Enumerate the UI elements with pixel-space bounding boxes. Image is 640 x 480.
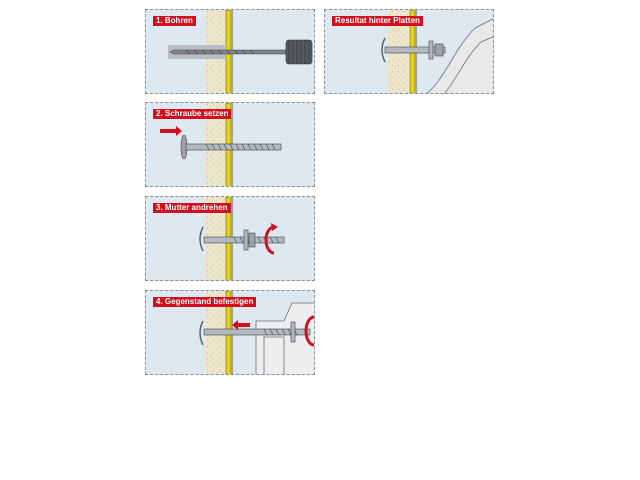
result-label: Resultat hinter Platten bbox=[332, 16, 423, 26]
push-arrow bbox=[232, 320, 250, 330]
step-2-label: 2. Schraube setzen bbox=[153, 109, 231, 119]
result-panel bbox=[324, 9, 494, 94]
step-2-panel bbox=[145, 102, 315, 187]
step-4-label: 4. Gegenstand befestigen bbox=[153, 297, 256, 307]
step-3-panel bbox=[145, 196, 315, 281]
step-4-panel bbox=[145, 290, 315, 375]
drill-chuck bbox=[286, 40, 312, 64]
washer bbox=[429, 41, 433, 59]
nut bbox=[249, 233, 255, 247]
step-1-panel bbox=[145, 9, 315, 94]
step-3-label: 3. Mutter andrehen bbox=[153, 203, 231, 213]
step-1-label: 1. Bohren bbox=[153, 16, 196, 26]
washer bbox=[244, 230, 248, 250]
nut bbox=[435, 44, 443, 56]
washer bbox=[291, 322, 295, 342]
push-arrow bbox=[160, 126, 182, 136]
